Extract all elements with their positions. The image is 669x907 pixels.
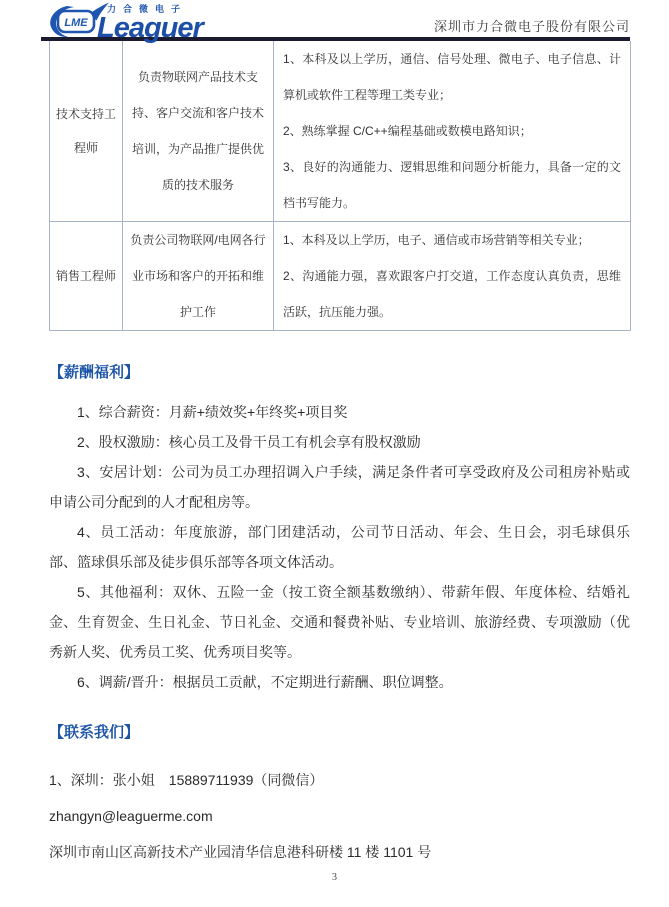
list-item: 1、综合薪资：月薪+绩效奖+年终奖+项目奖 (77, 404, 348, 420)
benefits-list (49, 397, 630, 697)
page-header (49, 0, 630, 44)
list-item: 2、股权激励：核心员工及骨干员工有机会享有股权激励 (77, 434, 421, 450)
list-item: 5、其他福利：双休、五险一金（按工资全额基数缴纳）、带薪年假、年度体检、结婚礼金、生育贺金、生日礼金、节日礼金、交通和餐费补贴、专业培训、旅游经费、专项激励（优秀新人奖、优秀员工奖、优秀项目奖等。 (49, 584, 630, 660)
job-requirements (274, 222, 631, 331)
requirement-item: 1、本科及以上学历，通信、信号处理、微电子、电子信息、计算机或软件工程等理工类专业； (283, 52, 621, 102)
requirement-item: 2、沟通能力强，喜欢跟客户打交道，工作态度认真负责，思维活跃，抗压能力强。 (283, 269, 621, 319)
contact-address: 深圳市南山区高新技术产业园清华信息港科研楼 11 楼 1101 号 (49, 844, 432, 860)
leaguer-logo (45, 2, 203, 42)
brand-wordmark (97, 2, 203, 44)
company-name: 深圳市力合微电子股份有限公司 (433, 19, 630, 34)
jobs-table (49, 41, 631, 331)
table-row (50, 41, 631, 222)
page-number: 3 (332, 872, 337, 883)
brand-english-name: Leaguer (97, 12, 203, 44)
requirement-item: 1、本科及以上学历，电子、通信或市场营销等相关专业； (283, 233, 590, 247)
job-position: 技术支持工程师 (50, 41, 123, 222)
job-duties: 负责公司物联网/电网各行业市场和客户的开拓和维护工作 (123, 222, 274, 331)
job-duties: 负责物联网产品技术支持、客户交流和客户技术培训，为产品推广提供优质的技术服务 (123, 41, 274, 222)
contact-section-title: 【联系我们】 (49, 724, 140, 741)
contact-email: zhangyn@leaguerme.com (49, 808, 213, 824)
contact-person-line: 1、深圳：张小姐 15889711939（同微信） (49, 772, 324, 788)
requirement-item: 3、良好的沟通能力、逻辑思维和问题分析能力，具备一定的文档书写能力。 (283, 160, 621, 210)
requirement-item: 2、熟练掌握 C/C++编程基础或数模电路知识； (283, 124, 532, 138)
brand-chinese-name: 力合微电子 (107, 4, 188, 14)
benefits-section-title: 【薪酬福利】 (49, 364, 140, 381)
job-requirements (274, 41, 631, 222)
job-position: 销售工程师 (50, 222, 123, 331)
contact-info (49, 765, 630, 867)
list-item: 6、调薪/晋升：根据员工贡献，不定期进行薪酬、职位调整。 (77, 674, 453, 690)
list-item: 3、安居计划：公司为员工办理招调入户手续，满足条件者可享受政府及公司租房补贴或申请公司分配到的人才配租房等。 (49, 464, 630, 510)
table-row (50, 222, 631, 331)
list-item: 4、员工活动：年度旅游，部门团建活动，公司节日活动、年会、生日会，羽毛球俱乐部、篮球俱乐部及徒步俱乐部等各项文体活动。 (49, 524, 630, 570)
lme-badge-label: LME (64, 17, 88, 29)
